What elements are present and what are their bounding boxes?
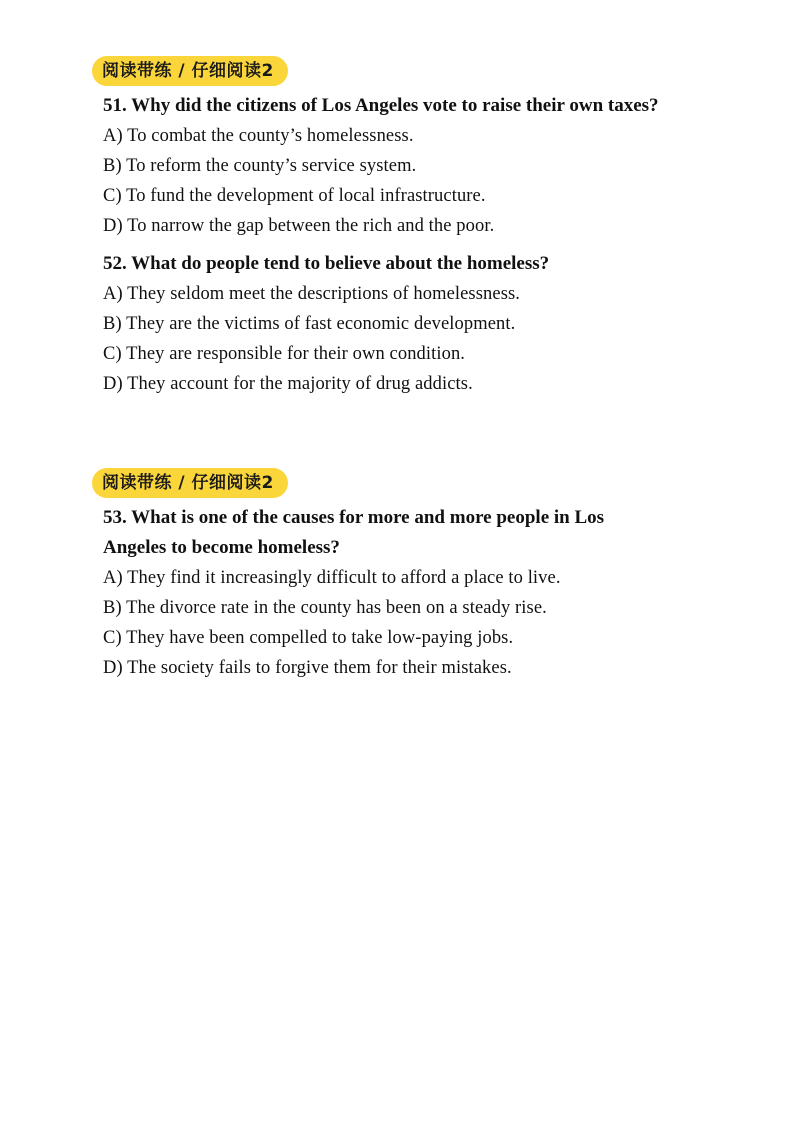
option-c: C) They are responsible for their own condition. (103, 344, 466, 364)
question-53 (103, 503, 743, 683)
option-b: B) They are the victims of fast economic development. (103, 314, 516, 334)
option-d: D) The society fails to forgive them for their mistakes. (103, 658, 512, 678)
option-a: A) They find it increasingly difficult to afford a place to live. (103, 568, 561, 588)
section-tag: 阅读带练 / 仔细阅读2 (92, 56, 288, 86)
option-d: D) They account for the majority of drug addicts. (103, 374, 473, 394)
option-a: A) They seldom meet the descriptions of homelessness. (103, 284, 521, 304)
option-d: D) To narrow the gap between the rich and the poor. (103, 216, 495, 236)
question-text-line-1: 53. What is one of the causes for more and more people in Los (103, 507, 605, 528)
option-b: B) The divorce rate in the county has been on a steady rise. (103, 598, 547, 618)
question-text-line-2: Angeles to become homeless? (103, 537, 340, 558)
option-c: C) To fund the development of local infrastructure. (103, 186, 486, 206)
question-52 (103, 249, 743, 399)
question-51 (103, 91, 743, 241)
option-c: C) They have been compelled to take low-paying jobs. (103, 628, 514, 648)
option-b: B) To reform the county’s service system. (103, 156, 417, 176)
question-text: 51. Why did the citizens of Los Angeles vote to raise their own taxes? (103, 95, 659, 116)
option-a: A) To combat the county’s homelessness. (103, 126, 414, 146)
question-text: 52. What do people tend to believe about the homeless? (103, 253, 550, 274)
section-tag: 阅读带练 / 仔细阅读2 (92, 468, 288, 498)
